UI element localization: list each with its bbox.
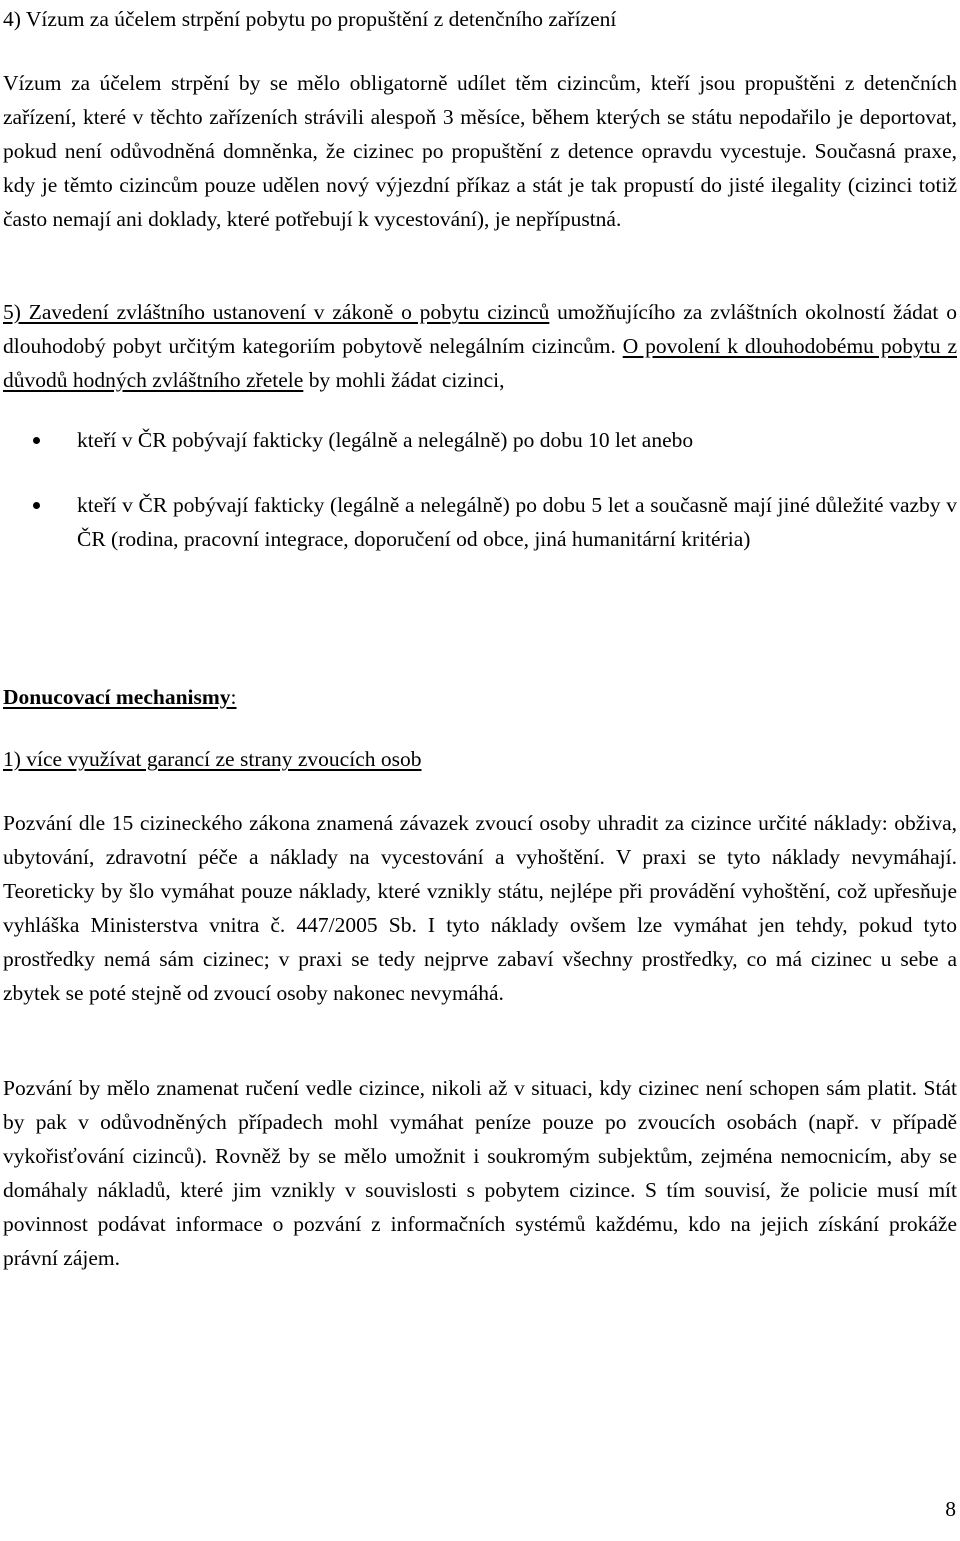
bullet-icon — [33, 437, 40, 444]
enforcement-heading-suffix: : — [230, 685, 237, 709]
list-item-text: kteří v ČR pobývají fakticky (legálně a nelegálně) po dobu 10 let anebo — [77, 428, 694, 452]
section-5-text-end: by mohli žádat cizinci, — [303, 368, 505, 392]
page-number: 8 — [945, 1497, 956, 1521]
section-5-underlined-phrase: O povolení k dlouhodobému pobytu z důvodů hodných zvláštního zřetele — [3, 334, 957, 392]
section-4-paragraph: Vízum za účelem strpění by se mělo obligatorně udílet těm cizincům, kteří jsou propuštěni z detenčních zařízení, které v těchto zařízeních strávili alespoň 3 měsíce, během kterých se státu nepodařilo je deportovat, pokud není odůvodněná domněnka, že cizinec po propuštění z detence opravdu vycestuje. Současná praxe, kdy je těmto cizincům pouze udělen nový výjezdní příkaz a stát je tak propustí do jisté ilegality (cizinci totiž často nemají ani doklady, které potřebují k vycestování), je nepřípustná. — [3, 71, 957, 231]
enforcement-heading — [3, 680, 957, 714]
section-5-text-after-intro: umožňujícího za zvláštních okolností žádat o dlouhodobý pobyt určitým kategoriím pobytově nelegálním cizincům. — [3, 300, 957, 358]
enforcement-paragraph-1: Pozvání dle 15 cizineckého zákona znamená závazek zvoucí osoby uhradit za cizince určité náklady: obživa, ubytování, zdravotní péče a náklady na vycestování a vyhoštění. V praxi se tyto náklady nevymáhají. Teoreticky by šlo vymáhat pouze náklady, které vznikly státu, nejlépe při provádění vyhoštění, což upřesňuje vyhláška Ministerstva vnitra č. 447/2005 Sb. I tyto náklady ovšem lze vymáhat jen tehdy, pokud tyto prostředky nemá sám cizinec; v praxi se tedy nejprve zabaví všechny prostředky, co má cizinec u sebe a zbytek se poté stejně od zvoucí osoby nakonec nevymáhá. — [3, 811, 957, 1005]
enforcement-subheading: 1) více využívat garancí ze strany zvoucích osob — [3, 747, 422, 771]
enforcement-paragraph-2: Pozvání by mělo znamenat ručení vedle cizince, nikoli až v situaci, kdy cizinec není schopen sám platit. Stát by pak v odůvodněných případech mohl vymáhat peníze pouze po zvoucích osobách (např. v případě vykořisťování cizinců). Rovněž by se mělo umožnit i soukromým subjektům, zejména nemocnicím, aby se domáhaly nákladů, které jim vznikly v souvislosti s pobytem cizince. S tím souvisí, že policie musí mít povinnost podávat informace o pozvání z informačních systémů každému, kdo na jejich získání prokáže právní zájem. — [3, 1076, 957, 1270]
section-5-underlined-intro: 5) Zavedení zvláštního ustanovení v zákoně o pobytu cizinců — [3, 300, 550, 324]
enforcement-heading-text: Donucovací mechanismy — [3, 685, 231, 709]
section-5-paragraph — [3, 295, 957, 397]
bullet-icon — [33, 502, 40, 509]
list-item-text: kteří v ČR pobývají fakticky (legálně a nelegálně) po dobu 5 let a současně mají jiné důležité vazby v ČR (rodina, pracovní integrace, doporučení od obce, jiná humanitární kritéria) — [77, 493, 957, 551]
section-4-heading: 4) Vízum za účelem strpění pobytu po propuštění z detenčního zařízení — [3, 7, 617, 31]
